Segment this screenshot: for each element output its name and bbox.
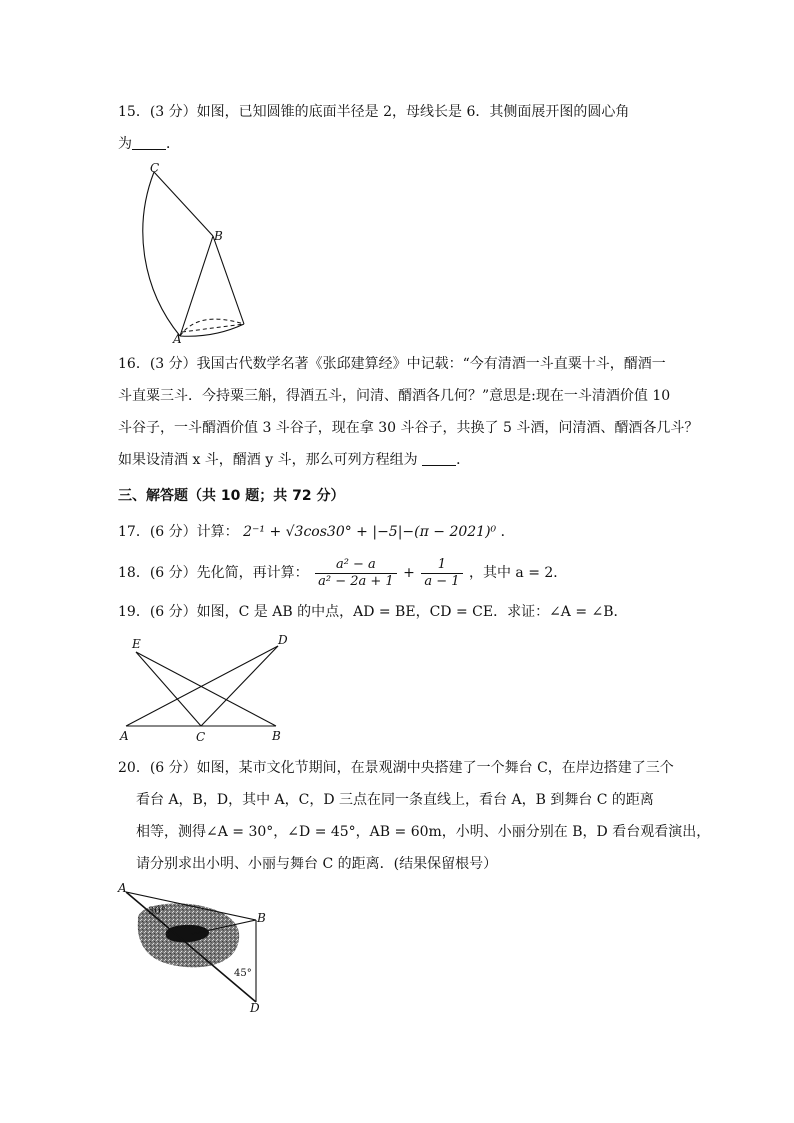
cone-slant-left [180,236,213,336]
cone-slant-right [213,236,244,324]
q18-frac1-denominator: a² − 2a + 1 [318,573,394,589]
label-d: D [250,1001,260,1015]
q18 [118,556,567,590]
q18-frac2-denominator: a − 1 [424,573,460,589]
q17-suffix: ． [500,524,515,540]
q20-line-3: 相等，测得∠A = 30°，∠D = 45°，AB = 60m，小明、小丽分别在 B，D 看台观看演出， [136,824,711,840]
q19-text: 19．(6 分）如图，C 是 AB 的中点，AD = BE，CD = CE．求证：∠A = ∠B． [118,604,628,620]
section-3-title: 三、解答题（共 10 题；共 72 分） [118,488,345,504]
segment-ce [136,652,201,726]
label-c: C [150,161,160,175]
q19-triangles-figure [116,634,288,744]
q18-frac2-numerator: 1 [421,557,462,574]
cone-base-front [180,324,244,336]
q17-prefix: 17．(6 分）计算： [118,524,239,540]
q15-line-1: 15．(3 分）如图，已知圆锥的底面半径是 2，母线长是 6．其侧面展开图的圆心角 [118,104,630,120]
q16-line-1: 16．(3 分）我国古代数学名著《张邱建算经》中记载：“今有清酒一斗直粟十斗，醑酒一 [118,356,666,372]
q17-expression: 2⁻¹ + √3cos30° + |−5|−(π − 2021)⁰ [243,524,497,540]
q18-plus: + [403,565,415,581]
q15-cone-figure [110,160,270,345]
q15-suffix: ． [166,136,180,152]
q20-line-4: 请分别求出小明、小丽与舞台 C 的距离．(结果保留根号） [136,856,498,872]
q18-frac1-numerator: a² − a [315,557,397,574]
label-a: A [118,881,127,895]
q16-suffix: ． [456,452,471,468]
sector-arc [143,172,180,336]
q20-line-1: 20．(6 分）如图，某市文化节期间，在景观湖中央搭建了一个舞台 C，在岸边搭建了三个 [118,760,674,776]
q18-prefix: 18．(6 分）先化简，再计算： [118,565,309,581]
q17 [118,522,515,542]
q15-answer-blank [132,135,166,150]
segment-cd [201,646,278,726]
label-b: B [214,229,223,243]
q18-fraction-2 [421,557,462,590]
q20-line-2: 看台 A，B，D，其中 A，C，D 三点在同一条直线上，看台 A，B 到舞台 C 的距离 [136,792,654,808]
q20-lake-figure [116,880,276,1015]
label-a: A [173,332,182,346]
label-c: C [196,730,206,744]
segment-ad [126,646,278,726]
q16-line-3: 斗谷子，一斗醑酒价值 3 斗谷子，现在拿 30 斗谷子，共换了 5 斗酒，问清酒、醑酒各几斗？ [118,420,699,436]
segment-be [136,652,276,726]
q15-prefix: 为 [118,136,132,152]
q18-suffix: ，其中 a = 2． [468,565,568,581]
label-b: B [272,729,281,743]
label-d: D [278,633,288,647]
angle-d-label: 45° [234,968,252,979]
q16-line-4 [118,450,470,470]
sector-radius-cb [154,172,213,236]
q16-line-4-text: 如果设清酒 x 斗，醑酒 y 斗，那么可列方程组为 [118,452,418,468]
label-a: A [120,729,129,743]
q16-answer-blank [422,451,456,466]
q16-line-2: 斗直粟三斗．今持粟三斛，得酒五斗，问清、醑酒各几何？”意思是:现在一斗清酒价值 10 [118,388,671,404]
angle-a-label: 30° [148,906,166,917]
label-e: E [132,637,141,651]
q18-fraction-1 [315,557,397,590]
q15-line-2 [118,134,180,154]
label-b: B [257,911,266,925]
